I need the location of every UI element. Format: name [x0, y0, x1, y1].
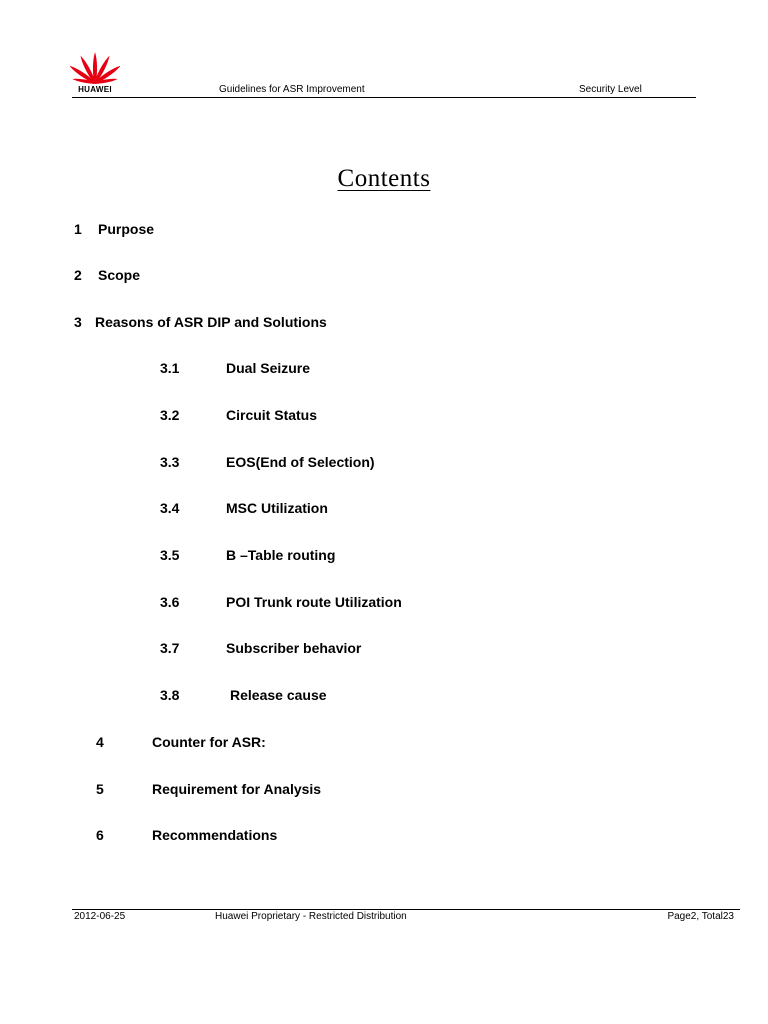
header-security-level: Security Level [579, 84, 642, 95]
toc-number: 3.1 [160, 360, 180, 376]
toc-number: 2 [74, 267, 82, 283]
huawei-logo-icon [70, 50, 120, 84]
toc-number: 6 [96, 827, 104, 843]
toc-number: 3.4 [160, 500, 180, 516]
toc-number: 3.8 [160, 687, 180, 703]
contents-title: Contents [337, 165, 431, 192]
toc-number: 3.3 [160, 454, 180, 470]
toc-number: 3.5 [160, 547, 180, 563]
footer-distribution: Huawei Proprietary - Restricted Distribution [215, 911, 407, 922]
toc-label: Purpose [98, 221, 155, 237]
toc-label: Scope [98, 267, 141, 283]
toc-item-3-3[interactable] [160, 454, 375, 470]
toc-item-6[interactable] [96, 827, 278, 843]
toc-label: Circuit Status [226, 407, 318, 423]
toc-item-3-8[interactable] [160, 687, 327, 703]
toc-label: Reasons of ASR DIP and Solutions [95, 314, 327, 330]
toc-number: 1 [74, 221, 82, 237]
toc-label: Dual Seizure [226, 360, 311, 376]
toc-number: 3.7 [160, 640, 180, 656]
toc-number: 4 [96, 734, 104, 750]
toc-item-5[interactable] [96, 781, 322, 797]
toc-label: POI Trunk route Utilization [226, 594, 402, 610]
toc-label: Requirement for Analysis [152, 781, 322, 797]
header-doc-title: Guidelines for ASR Improvement [219, 84, 365, 95]
toc-item-3-5[interactable] [160, 547, 336, 563]
toc-label: MSC Utilization [226, 500, 328, 516]
toc-item-2[interactable] [74, 267, 141, 283]
toc-number: 5 [96, 781, 104, 797]
toc-item-3-1[interactable] [160, 360, 311, 376]
toc-label: EOS(End of Selection) [226, 454, 375, 470]
toc-number: 3.6 [160, 594, 180, 610]
toc-item-3-6[interactable] [160, 594, 402, 610]
huawei-logo [70, 50, 120, 96]
footer-divider [72, 909, 740, 910]
toc-label: Recommendations [152, 827, 278, 843]
toc-number: 3 [74, 314, 82, 330]
toc-item-1[interactable] [74, 221, 155, 237]
toc-item-3[interactable] [74, 314, 327, 330]
footer-date: 2012-06-25 [74, 911, 126, 922]
toc-item-3-7[interactable] [160, 640, 362, 656]
header-divider [72, 97, 696, 98]
toc-label: B –Table routing [226, 547, 336, 563]
footer-page-number: Page2, Total23 [667, 911, 734, 922]
toc-label: Counter for ASR: [152, 734, 266, 750]
logo-text: HUAWEI [78, 85, 112, 94]
toc-label: Subscriber behavior [226, 640, 362, 656]
toc-item-4[interactable] [96, 734, 266, 750]
toc-label: Release cause [230, 687, 327, 703]
toc-number: 3.2 [160, 407, 180, 423]
toc-item-3-2[interactable] [160, 407, 318, 423]
toc-item-3-4[interactable] [160, 500, 328, 516]
